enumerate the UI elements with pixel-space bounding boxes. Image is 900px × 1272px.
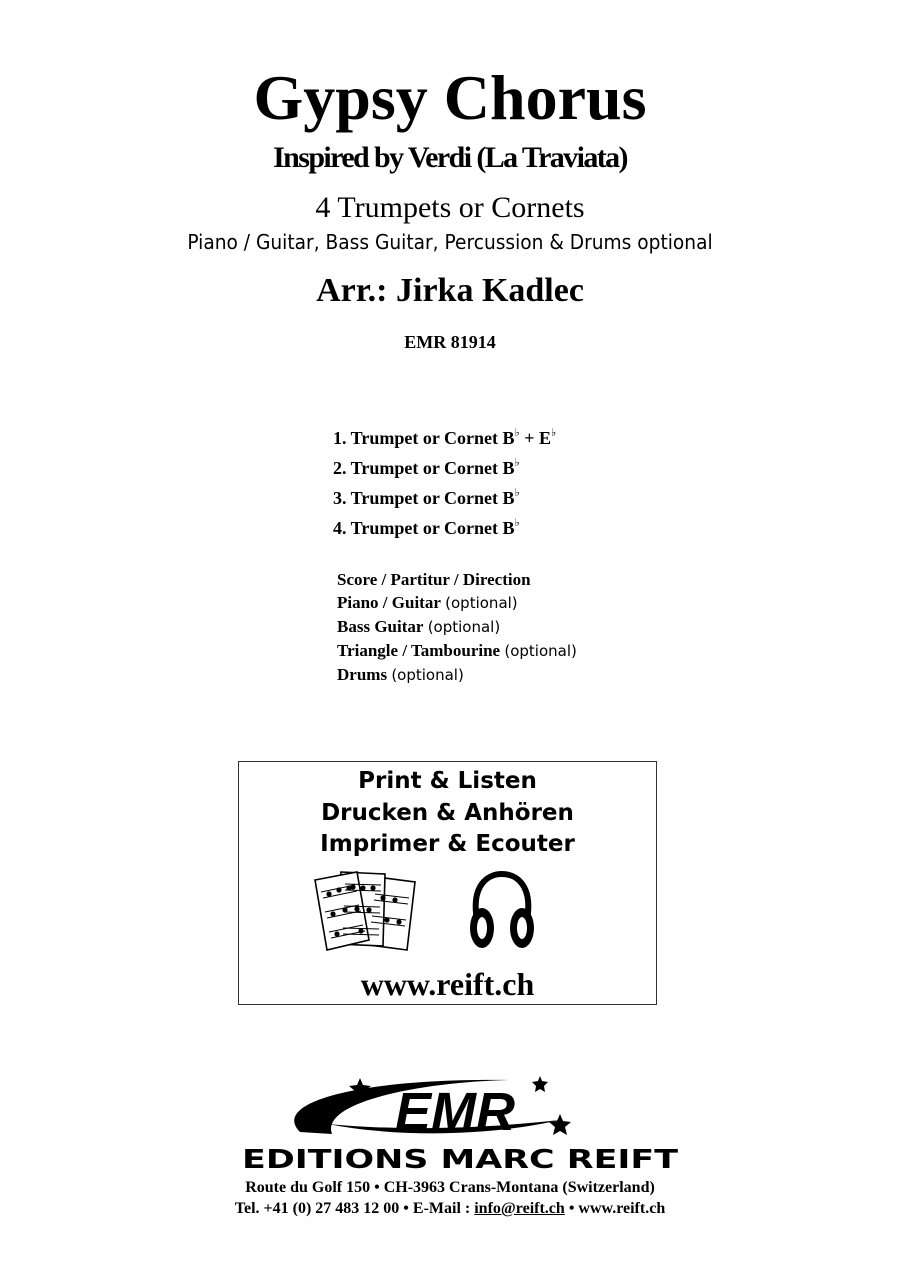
sheet-music-icon <box>311 868 423 954</box>
catalog-code: EMR 81914 <box>404 332 496 352</box>
promo-line-french: Imprimer & Ecouter <box>320 831 575 857</box>
extra-item-piano: Piano / Guitar (optional) <box>337 593 518 612</box>
extras-list <box>337 568 577 687</box>
optional-instruments: Piano / Guitar, Bass Guitar, Percussion & Drums optional <box>187 230 713 254</box>
part-item-4: 4. Trumpet or Cornet B♭ <box>333 517 520 538</box>
extra-item-score: Score / Partitur / Direction <box>337 570 531 589</box>
promo-line-german: Drucken & Anhören <box>321 800 574 826</box>
contact-phone: Tel. +41 (0) 27 483 12 00 • E-Mail : <box>234 1200 475 1217</box>
extra-item-drums: Drums (optional) <box>337 665 464 684</box>
part-item-1: 1. Trumpet or Cornet B♭ + E♭ <box>333 427 557 448</box>
emr-publisher-logo <box>240 1072 680 1176</box>
arranger: Arr.: Jirka Kadlec <box>316 272 584 309</box>
promo-url-link[interactable]: www.reift.ch <box>360 966 535 1002</box>
page-title: Gypsy Chorus <box>253 62 647 133</box>
contact-website[interactable]: • www.reift.ch <box>564 1200 666 1217</box>
extra-item-bass: Bass Guitar (optional) <box>337 617 501 636</box>
publisher-contact <box>0 1198 900 1220</box>
parts-list <box>333 420 556 540</box>
headphones-icon <box>465 868 539 954</box>
publisher-address: Route du Golf 150 • CH-3963 Crans-Montana (Switzerland) <box>245 1179 655 1196</box>
logo-emr-text: EMR <box>395 1082 515 1142</box>
extra-item-percussion: Triangle / Tambourine (optional) <box>337 641 577 660</box>
print-listen-box <box>238 761 657 1005</box>
email-link[interactable]: info@reift.ch <box>474 1200 565 1217</box>
instrumentation: 4 Trumpets or Cornets <box>315 191 585 224</box>
promo-line-english: Print & Listen <box>358 768 537 794</box>
part-item-2: 2. Trumpet or Cornet B♭ <box>333 457 520 478</box>
subtitle: Inspired by Verdi (La Traviata) <box>273 141 627 174</box>
part-item-3: 3. Trumpet or Cornet B♭ <box>333 487 520 508</box>
publisher-name: EDITIONS MARC REIFT <box>242 1145 679 1175</box>
